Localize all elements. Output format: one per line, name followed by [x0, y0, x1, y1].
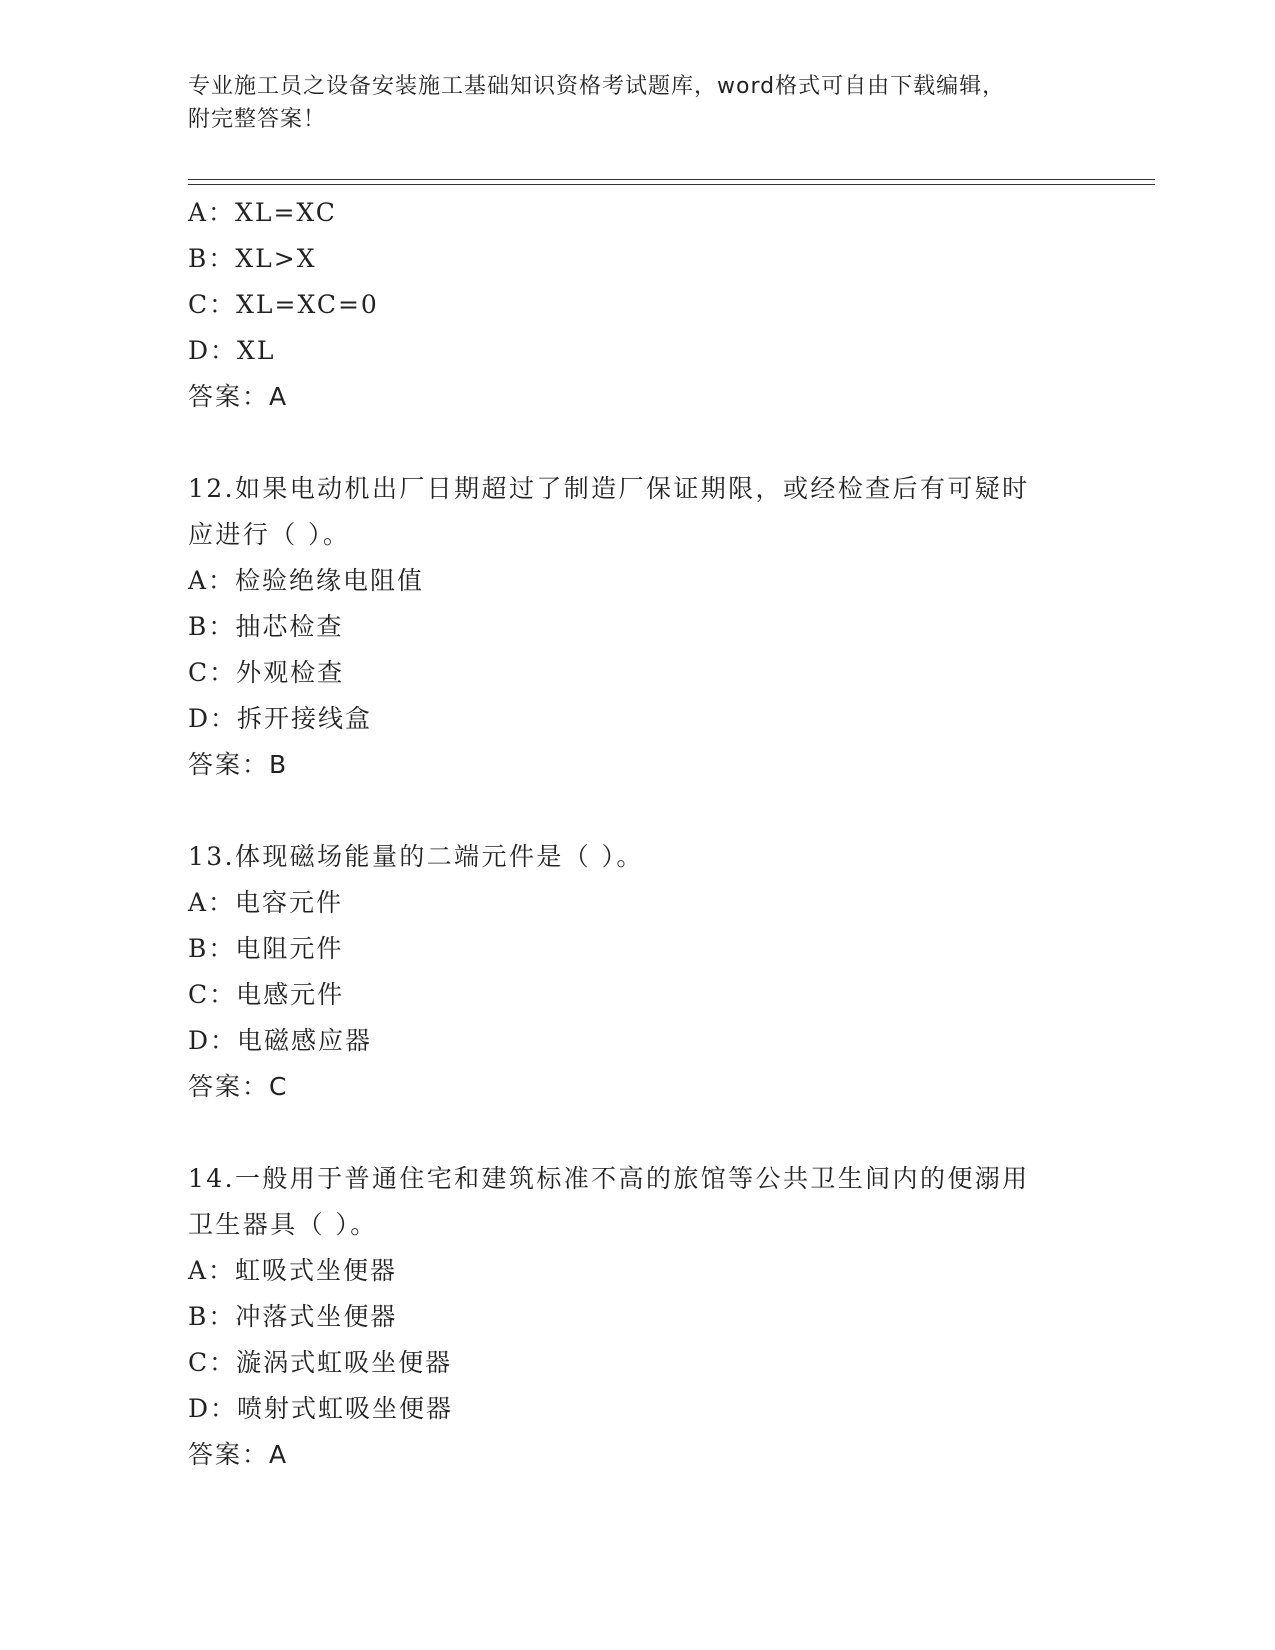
question-text	[188, 1156, 1068, 1248]
option-a: A：电容元件	[188, 888, 344, 917]
question-14	[188, 1156, 1088, 1478]
answer: 答案：C	[188, 1072, 289, 1101]
option-b: B：抽芯检查	[188, 612, 344, 641]
option-c: C：外观检查	[188, 658, 345, 687]
question-text-line-1: 12.如果电动机出厂日期超过了制造厂保证期限，或经检查后有可疑时	[188, 474, 1030, 503]
document-header	[188, 70, 1068, 136]
answer: 答案：A	[188, 1440, 289, 1469]
option-d: D：喷射式虹吸坐便器	[188, 1394, 454, 1423]
question-13	[188, 834, 1088, 1110]
header-line-1: 专业施工员之设备安装施工基础知识资格考试题库，word格式可自由下载编辑，	[188, 74, 1006, 99]
answer: 答案：A	[188, 382, 289, 411]
question-text-line-2: 应进行（ ）。	[188, 520, 351, 549]
option-d: D：XL	[188, 336, 276, 365]
header-line-2: 附完整答案！	[188, 107, 327, 132]
option-c: C：XL=XC=0	[188, 290, 379, 319]
header-divider-top	[188, 179, 1155, 180]
option-a: A：XL=XC	[188, 198, 337, 227]
question-12	[188, 466, 1088, 788]
option-d: D：拆开接线盒	[188, 704, 373, 733]
option-b: B：冲落式坐便器	[188, 1302, 398, 1331]
question-text-line-1: 14.一般用于普通住宅和建筑标准不高的旅馆等公共卫生间内的便溺用	[188, 1164, 1030, 1193]
option-a: A：检验绝缘电阻值	[188, 566, 425, 595]
question-text	[188, 466, 1068, 558]
question-text-line-2: 卫生器具（ ）。	[188, 1210, 378, 1239]
option-a: A：虹吸式坐便器	[188, 1256, 398, 1285]
option-b: B：电阻元件	[188, 934, 344, 963]
option-b: B：XL>X	[188, 244, 317, 273]
option-c: C：漩涡式虹吸坐便器	[188, 1348, 453, 1377]
question-text: 13.体现磁场能量的二端元件是（ ）。	[188, 842, 644, 871]
option-c: C：电感元件	[188, 980, 345, 1009]
header-divider-bottom	[188, 184, 1155, 185]
question-list	[188, 190, 1088, 1478]
continued-question	[188, 190, 1088, 420]
answer: 答案：B	[188, 750, 289, 779]
option-d: D：电磁感应器	[188, 1026, 373, 1055]
